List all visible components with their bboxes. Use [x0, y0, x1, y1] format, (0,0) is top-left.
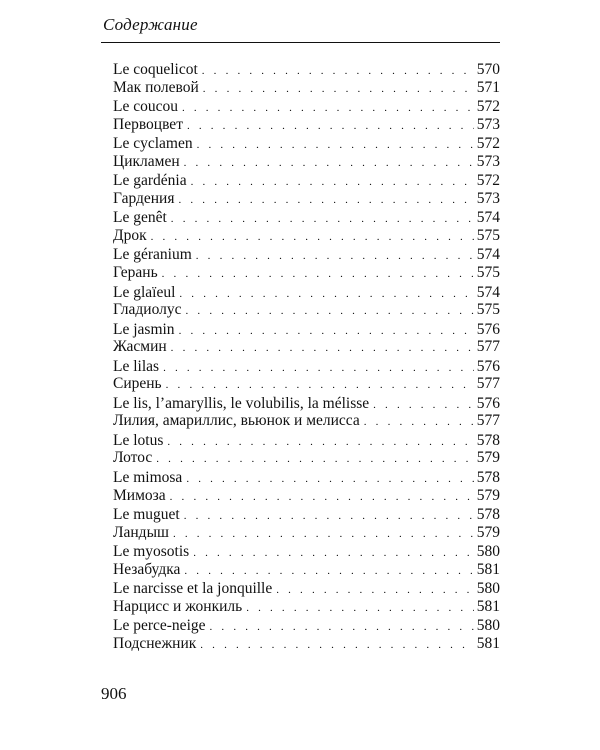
toc-entry-title: Мак полевой: [113, 78, 199, 96]
toc-entry-french: [113, 358, 500, 376]
toc-entry-title: Le muguet: [113, 506, 180, 524]
toc-entry-page: 572: [476, 98, 500, 116]
toc-entry-french: [113, 432, 500, 450]
toc-entry-french: [113, 98, 500, 116]
toc-entry-russian: [113, 227, 500, 245]
toc-entry-title: Le genêt: [113, 209, 167, 227]
toc-entry-pair: [113, 284, 500, 319]
toc-entry-title: Le perce-neige: [113, 617, 206, 635]
toc-entry-page: 581: [476, 560, 500, 578]
toc-entry-title: Нарцисс и жонкиль: [113, 597, 243, 615]
toc-entry-page: 581: [476, 634, 500, 652]
toc-entry-title: Le géranium: [113, 246, 192, 264]
toc-entry-title: Le myosotis: [113, 543, 190, 561]
dot-leader: [196, 248, 474, 266]
toc-entry-pair: [113, 432, 500, 467]
toc-entry-title: Мимоза: [113, 486, 166, 504]
toc-entry-russian: [113, 412, 500, 430]
toc-entry-french: [113, 395, 500, 413]
toc-entry-french: [113, 135, 500, 153]
toc-entry-russian: [113, 598, 500, 616]
toc-entry-french: [113, 506, 500, 524]
toc-entry-title: Дрок: [113, 226, 147, 244]
dot-leader: [373, 397, 474, 415]
toc-entry-page: 580: [476, 543, 500, 561]
toc-entry-title: Лотос: [113, 449, 153, 467]
dot-leader: [179, 192, 474, 210]
toc-entry-title: Лилия, амариллис, вьюнок и мелисса: [113, 412, 360, 430]
toc-entry-page: 574: [476, 209, 500, 227]
toc-entry-russian: [113, 116, 500, 134]
dot-leader: [191, 174, 474, 192]
toc-entry-pair: [113, 98, 500, 133]
toc-entry-pair: [113, 61, 500, 96]
dot-leader: [187, 118, 474, 136]
toc-entry-page: 575: [476, 301, 500, 319]
dot-leader: [246, 600, 474, 618]
dot-leader: [184, 508, 474, 526]
toc-entry-page: 577: [476, 338, 500, 356]
toc-entry-russian: [113, 375, 500, 393]
toc-entry-pair: [113, 135, 500, 170]
dot-leader: [170, 489, 474, 507]
toc-entry-title: Le gardénia: [113, 172, 187, 190]
toc-entry-french: [113, 543, 500, 561]
toc-entry-page: 572: [476, 135, 500, 153]
toc-entry-pair: [113, 358, 500, 393]
page-number: 906: [101, 684, 127, 703]
toc-entry-page: 578: [476, 469, 500, 487]
toc-entry-pair: [113, 617, 500, 652]
toc-entry-title: Le lis, l’amaryllis, le volubilis, la mélisse: [113, 394, 370, 412]
toc-entry-russian: [113, 79, 500, 97]
dot-leader: [151, 229, 474, 247]
toc-entry-page: 574: [476, 246, 500, 264]
toc-entry-russian: [113, 449, 500, 467]
dot-leader: [171, 211, 474, 229]
toc-entry-title: Le glaïeul: [113, 283, 176, 301]
header-rule: [101, 42, 500, 43]
dot-leader: [163, 360, 474, 378]
toc-entry-page: 578: [476, 506, 500, 524]
toc-entry-page: 580: [476, 580, 500, 598]
toc-entry-title: Le cyclamen: [113, 135, 193, 153]
toc-entry-title: Le narcisse et la jonquille: [113, 580, 273, 598]
toc-entry-page: 577: [476, 375, 500, 393]
dot-leader: [186, 471, 473, 489]
toc-entry-page: 581: [476, 597, 500, 615]
toc-entry-page: 579: [476, 449, 500, 467]
table-of-contents: [113, 61, 500, 655]
toc-entry-title: Цикламен: [113, 152, 180, 170]
dot-leader: [184, 155, 474, 173]
toc-entry-pair: [113, 506, 500, 541]
toc-entry-russian: [113, 524, 500, 542]
dot-leader: [186, 303, 474, 321]
toc-entry-page: 572: [476, 172, 500, 190]
toc-entry-russian: [113, 153, 500, 171]
toc-entry-russian: [113, 635, 500, 653]
toc-entry-pair: [113, 395, 500, 430]
toc-entry-title: Незабудка: [113, 560, 181, 578]
toc-entry-title: Le lotus: [113, 431, 164, 449]
dot-leader: [179, 323, 474, 341]
toc-entry-page: 576: [476, 357, 500, 375]
toc-entry-french: [113, 469, 500, 487]
toc-entry-french: [113, 172, 500, 190]
dot-leader: [162, 266, 474, 284]
running-header-title: Содержание: [103, 15, 198, 34]
toc-entry-title: Первоцвет: [113, 115, 183, 133]
dot-leader: [184, 563, 473, 581]
toc-entry-pair: [113, 246, 500, 281]
toc-entry-title: Гладиолус: [113, 301, 182, 319]
dot-leader: [364, 414, 474, 432]
dot-leader: [210, 619, 474, 637]
toc-entry-title: Le mimosa: [113, 469, 183, 487]
toc-entry-french: [113, 209, 500, 227]
toc-entry-page: 570: [476, 61, 500, 78]
dot-leader: [167, 434, 473, 452]
dot-leader: [202, 63, 474, 81]
toc-entry-page: 579: [476, 523, 500, 541]
toc-entry-page: 571: [476, 78, 500, 96]
dot-leader: [203, 81, 474, 99]
toc-entry-title: Le coquelicot: [113, 61, 198, 78]
toc-entry-russian: [113, 264, 500, 282]
toc-entry-french: [113, 580, 500, 598]
toc-entry-pair: [113, 580, 500, 615]
toc-entry-title: Le coucou: [113, 98, 178, 116]
toc-entry-pair: [113, 469, 500, 504]
toc-entry-title: Сирень: [113, 375, 162, 393]
dot-leader: [193, 545, 474, 563]
toc-entry-pair: [113, 321, 500, 356]
dot-leader: [171, 340, 474, 358]
toc-entry-russian: [113, 487, 500, 505]
toc-entry-page: 573: [476, 115, 500, 133]
toc-entry-page: 578: [476, 431, 500, 449]
toc-entry-page: 573: [476, 189, 500, 207]
toc-entry-french: [113, 617, 500, 635]
toc-entry-title: Ландыш: [113, 523, 169, 541]
dot-leader: [182, 100, 474, 118]
dot-leader: [197, 137, 474, 155]
toc-entry-page: 576: [476, 394, 500, 412]
toc-entry-page: 580: [476, 617, 500, 635]
toc-entry-pair: [113, 543, 500, 578]
toc-entry-page: 575: [476, 226, 500, 244]
dot-leader: [166, 377, 474, 395]
toc-entry-pair: [113, 209, 500, 244]
toc-entry-title: Le lilas: [113, 357, 160, 375]
toc-entry-title: Герань: [113, 264, 158, 282]
toc-entry-title: Le jasmin: [113, 320, 175, 338]
dot-leader: [173, 526, 474, 544]
toc-entry-french: [113, 321, 500, 339]
toc-entry-title: Жасмин: [113, 338, 167, 356]
toc-entry-page: 574: [476, 283, 500, 301]
toc-entry-french: [113, 61, 500, 79]
dot-leader: [156, 451, 473, 469]
toc-entry-page: 577: [476, 412, 500, 430]
toc-entry-french: [113, 284, 500, 302]
toc-entry-title: Подснежник: [113, 634, 197, 652]
toc-entry-page: 576: [476, 320, 500, 338]
dot-leader: [276, 582, 474, 600]
toc-entry-pair: [113, 172, 500, 207]
toc-entry-russian: [113, 190, 500, 208]
toc-entry-russian: [113, 338, 500, 356]
toc-entry-french: [113, 246, 500, 264]
toc-entry-page: 573: [476, 152, 500, 170]
toc-entry-title: Гардения: [113, 189, 175, 207]
dot-leader: [200, 637, 473, 655]
toc-entry-page: 575: [476, 264, 500, 282]
toc-entry-russian: [113, 561, 500, 579]
dot-leader: [179, 286, 473, 304]
toc-entry-page: 579: [476, 486, 500, 504]
toc-entry-russian: [113, 301, 500, 319]
